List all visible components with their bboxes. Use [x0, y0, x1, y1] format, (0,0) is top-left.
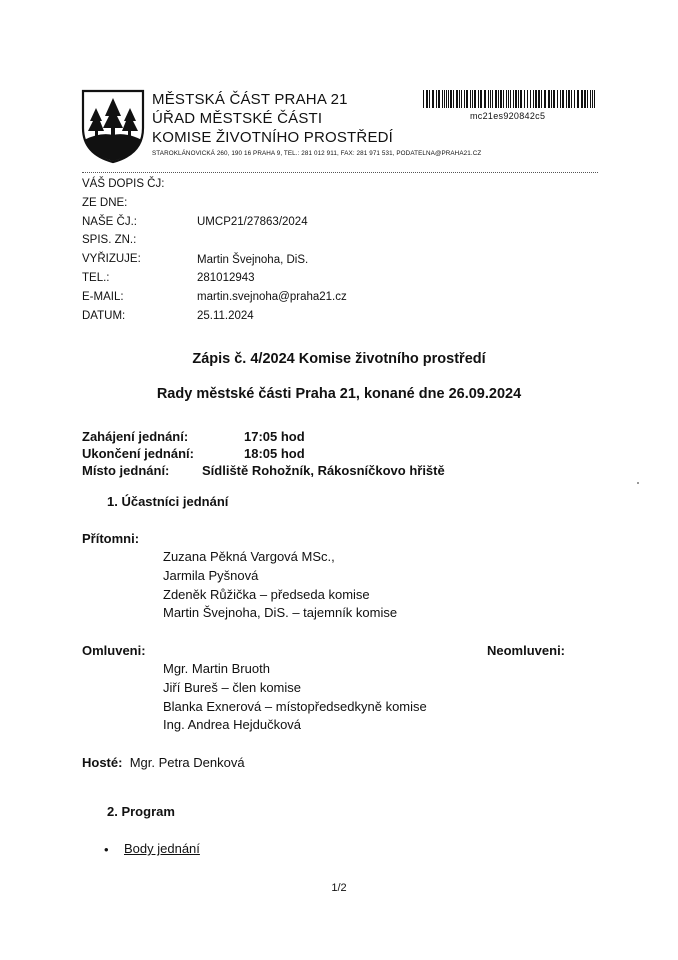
- barcode-bar: [444, 90, 445, 108]
- barcode-bar: [568, 90, 570, 108]
- barcode-bar: [553, 90, 555, 108]
- barcode-bar: [450, 90, 452, 108]
- barcode-bar: [456, 90, 458, 108]
- present-label: Přítomni:: [82, 531, 140, 546]
- barcode-bar: [577, 90, 579, 108]
- barcode-bar: [484, 90, 486, 108]
- place-label: Místo jednání:: [82, 463, 170, 478]
- coat-of-arms-logo: [80, 88, 146, 164]
- guests-value: Mgr. Petra Denková: [129, 755, 245, 770]
- meta-label: DATUM:: [82, 309, 126, 322]
- barcode-bar: [551, 90, 552, 108]
- barcode-bar: [548, 90, 550, 108]
- barcode-bar: [490, 90, 491, 108]
- barcode-bar: [544, 90, 546, 108]
- barcode-bar: [566, 90, 567, 108]
- barcode-bar: [592, 90, 593, 108]
- barcode-bar: [488, 90, 489, 108]
- org-name-office: ÚŘAD MĚSTSKÉ ČÁSTI: [152, 110, 323, 127]
- barcode-bar: [524, 90, 525, 108]
- barcode-bar: [436, 90, 437, 108]
- place-value: Sídliště Rohožník, Rákosníčkovo hřiště: [202, 463, 445, 478]
- program-item-link[interactable]: Body jednání: [124, 841, 200, 856]
- barcode-bar: [474, 90, 476, 108]
- barcode-bar: [584, 90, 586, 108]
- guests-label: Hosté:: [82, 755, 123, 770]
- barcode-bar: [571, 90, 572, 108]
- barcode: [423, 90, 595, 108]
- barcode-bar: [426, 90, 428, 108]
- excused-list: [163, 660, 427, 735]
- barcode-bar: [510, 90, 511, 108]
- barcode-bar: [535, 90, 537, 108]
- barcode-bar: [587, 90, 588, 108]
- list-item: Ing. Andrea Hejdučková: [163, 717, 302, 733]
- barcode-bar: [480, 90, 482, 108]
- barcode-bar: [508, 90, 509, 108]
- barcode-bar: [448, 90, 449, 108]
- meta-label: ZE DNE:: [82, 196, 128, 209]
- barcode-bar: [464, 90, 465, 108]
- org-name-committee: KOMISE ŽIVOTNÍHO PROSTŘEDÍ: [152, 129, 394, 146]
- barcode-bar: [466, 90, 468, 108]
- barcode-bar: [590, 90, 591, 108]
- start-label: Zahájení jednání:: [82, 429, 189, 444]
- barcode-bar: [538, 90, 540, 108]
- barcode-bar: [506, 90, 507, 108]
- bullet-icon: •: [104, 842, 109, 857]
- email: martin.svejnoha@praha21.cz: [197, 291, 347, 304]
- barcode-bar: [500, 90, 502, 108]
- date: 25.11.2024: [197, 309, 254, 322]
- unexcused-label: Neomluveni:: [487, 643, 566, 658]
- barcode-bar: [581, 90, 583, 108]
- guests: [82, 755, 245, 770]
- list-item: Jiří Bureš – člen komise: [163, 679, 301, 695]
- barcode-bar: [438, 90, 440, 108]
- end-label: Ukončení jednání:: [82, 446, 194, 461]
- file-mark: [197, 232, 347, 251]
- barcode-bar: [594, 90, 595, 108]
- barcode-bar: [557, 90, 558, 108]
- barcode-bar: [541, 90, 542, 108]
- barcode-bar: [515, 90, 517, 108]
- barcode-bar: [503, 90, 504, 108]
- list-item: Martin Švejnoha, DiS. – tajemník komise: [163, 605, 398, 621]
- barcode-bar: [423, 90, 424, 108]
- meta-label: E-MAIL:: [82, 290, 124, 303]
- barcode-bar: [518, 90, 519, 108]
- org-address: STAROKLÁNOVICKÁ 260, 190 16 PRAHA 9, TEL.: 281 012 911, FAX: 281 971 531, PODATELNA@PRAHA21.CZ: [152, 150, 482, 157]
- list-item: Zuzana Pěkná Vargová MSc.,: [163, 549, 335, 564]
- barcode-bar: [432, 90, 434, 108]
- section-program: 2. Program: [107, 804, 175, 819]
- meta-label: NAŠE ČJ.:: [82, 215, 137, 228]
- barcode-bar: [478, 90, 479, 108]
- meta-label: VÁŠ DOPIS ČJ:: [82, 178, 165, 190]
- org-name-municipality: MĚSTSKÁ ČÁST PRAHA 21: [152, 91, 348, 108]
- handled-by: Martin Švejnoha, DiS.: [197, 253, 309, 266]
- end-value: 18:05 hod: [244, 446, 305, 461]
- barcode-bar: [520, 90, 522, 108]
- excused-label: Omluveni:: [82, 643, 146, 658]
- session-info: [82, 428, 445, 479]
- barcode-bar: [492, 90, 493, 108]
- page-number: 1/2: [331, 882, 347, 894]
- list-item: Mgr. Martin Bruoth: [163, 661, 270, 676]
- document-subtitle: Rady městské části Praha 21, konané dne 26.09.2024: [156, 386, 522, 402]
- barcode-bar: [533, 90, 534, 108]
- barcode-bar: [513, 90, 514, 108]
- list-item: Blanka Exnerová – místopředsedkyně komise: [163, 698, 427, 714]
- barcode-text: mc21es920842c5: [470, 111, 546, 121]
- meta-label: SPIS. ZN.:: [82, 234, 137, 247]
- barcode-bar: [442, 90, 443, 108]
- meta-labels: [82, 175, 164, 325]
- barcode-bar: [574, 90, 575, 108]
- barcode-bar: [470, 90, 471, 108]
- reference-number: UMCP21/27863/2024: [197, 216, 308, 228]
- barcode-bar: [560, 90, 561, 108]
- meta-label: VYŘIZUJE:: [82, 253, 141, 266]
- barcode-bar: [495, 90, 497, 108]
- barcode-bar: [562, 90, 564, 108]
- barcode-bar: [429, 90, 430, 108]
- section-participants: 1. Účastníci jednání: [107, 494, 229, 509]
- barcode-bar: [498, 90, 499, 108]
- phone: 281012943: [197, 272, 255, 285]
- barcode-bar: [472, 90, 473, 108]
- scan-speck: [637, 482, 639, 484]
- barcode-bar: [446, 90, 447, 108]
- barcode-bar: [530, 90, 531, 108]
- barcode-bar: [453, 90, 454, 108]
- barcode-bar: [461, 90, 462, 108]
- barcode-bar: [527, 90, 528, 108]
- meta-values: [197, 213, 347, 326]
- list-item: Jarmila Pyšnová: [163, 567, 259, 583]
- document-title: Zápis č. 4/2024 Komise životního prostředí: [192, 351, 486, 367]
- list-item: Zdeněk Růžička – předseda komise: [163, 586, 370, 602]
- meta-label: TEL.:: [82, 271, 110, 284]
- present-list: [163, 548, 397, 623]
- barcode-bar: [459, 90, 460, 108]
- start-value: 17:05 hod: [244, 429, 305, 444]
- header-divider: [82, 172, 598, 173]
